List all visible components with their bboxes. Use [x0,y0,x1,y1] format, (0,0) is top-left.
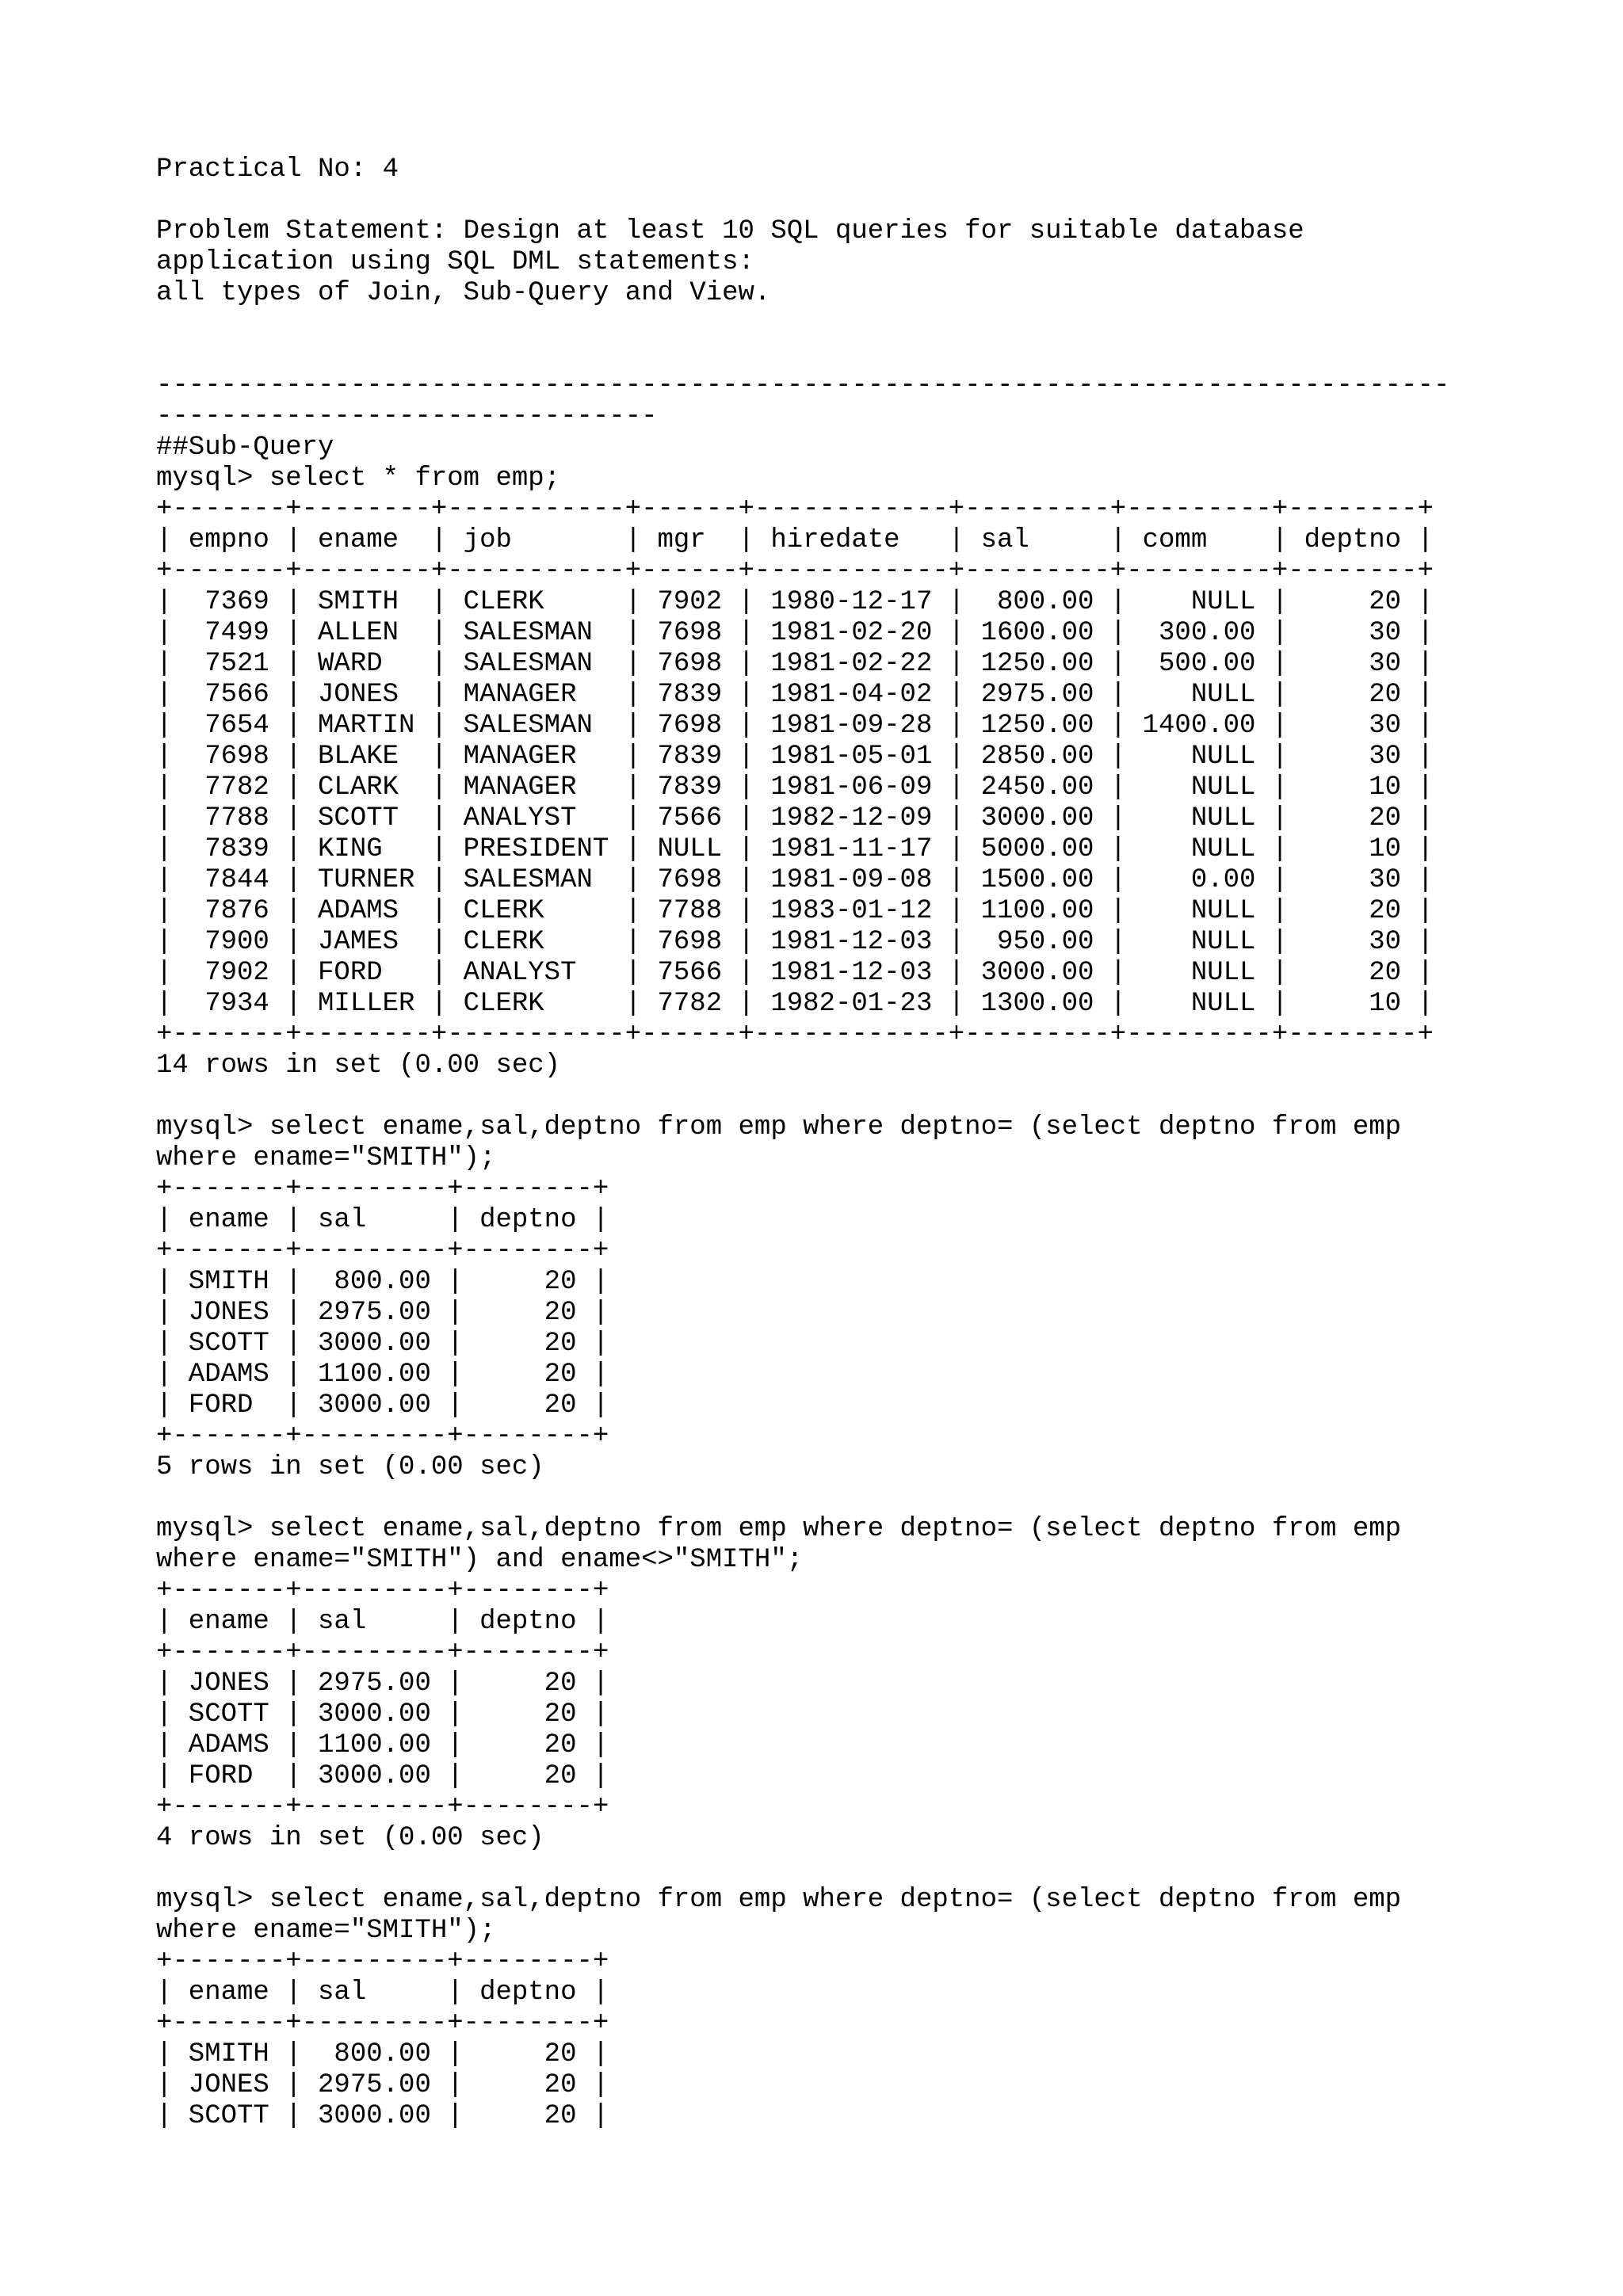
table-line: +-------+---------+--------+ [156,1638,609,1668]
table-line: | ename | sal | deptno | [156,1978,609,2008]
table-line: | 7876 | ADAMS | CLERK | 7788 | 1983-01-12 | 1100.00 | NULL | 20 | [156,896,1434,926]
section-heading: ##Sub-Query [156,433,334,463]
sql-command-line: mysql> select ename,sal,deptno from emp where deptno= (select deptno from emp [156,1514,1402,1544]
practical-title: Practical No: 4 [156,154,399,185]
table-line: | ADAMS | 1100.00 | 20 | [156,1360,609,1390]
table-line: | ename | sal | deptno | [156,1205,609,1235]
blank-line [156,1854,1598,1885]
text-line: where ename="SMITH") and ename<>"SMITH"; [156,1545,804,1575]
table-line: | 7566 | JONES | MANAGER | 7839 | 1981-04-02 | 2975.00 | NULL | 20 | [156,680,1434,710]
sql-command-line: mysql> select * from emp; [156,463,561,494]
text-line: application using SQL DML statements: [156,247,754,277]
result-summary-line: 5 rows in set (0.00 sec) [156,1452,544,1482]
problem-statement: Problem Statement: Design at least 10 SQL queries for suitable database [156,216,1304,246]
result-summary-line: 4 rows in set (0.00 sec) [156,1823,544,1853]
table-line: | FORD | 3000.00 | 20 | [156,1761,609,1791]
text-line: all types of Join, Sub-Query and View. [156,278,771,308]
separator-line: ------------------------------- [156,402,658,432]
table-line: | 7698 | BLAKE | MANAGER | 7839 | 1981-05-01 | 2850.00 | NULL | 30 | [156,742,1434,772]
table-line: | 7788 | SCOTT | ANALYST | 7566 | 1982-12-09 | 3000.00 | NULL | 20 | [156,803,1434,833]
table-line: +-------+---------+--------+ [156,1174,609,1204]
table-line: | JONES | 2975.00 | 20 | [156,2070,609,2100]
table-line: | JONES | 2975.00 | 20 | [156,1298,609,1328]
table-line: | 7369 | SMITH | CLERK | 7902 | 1980-12-17 | 800.00 | NULL | 20 | [156,587,1434,617]
table-line: | SCOTT | 3000.00 | 20 | [156,2101,609,2131]
table-line: | 7934 | MILLER | CLERK | 7782 | 1982-01-23 | 1300.00 | NULL | 10 | [156,989,1434,1019]
table-line: | SCOTT | 3000.00 | 20 | [156,1329,609,1359]
table-line: | 7499 | ALLEN | SALESMAN | 7698 | 1981-02-20 | 1600.00 | 300.00 | 30 | [156,618,1434,648]
blank-line [156,340,1598,371]
table-line: | JONES | 2975.00 | 20 | [156,1669,609,1699]
result-summary-line: 14 rows in set (0.00 sec) [156,1051,561,1081]
table-line: +-------+---------+--------+ [156,1236,609,1266]
document-page [156,154,1598,2132]
blank-line [156,1483,1598,1514]
table-line: +-------+---------+--------+ [156,2008,609,2039]
table-line: | SMITH | 800.00 | 20 | [156,2039,609,2069]
table-line: | 7844 | TURNER | SALESMAN | 7698 | 1981-09-08 | 1500.00 | 0.00 | 30 | [156,865,1434,895]
table-line: | SMITH | 800.00 | 20 | [156,1267,609,1297]
table-line: | 7654 | MARTIN | SALESMAN | 7698 | 1981-09-28 | 1250.00 | 1400.00 | 30 | [156,711,1434,741]
table-line: | 7900 | JAMES | CLERK | 7698 | 1981-12-03 | 950.00 | NULL | 30 | [156,927,1434,957]
table-line: | ename | sal | deptno | [156,1607,609,1637]
table-line: +-------+---------+--------+ [156,1947,609,1977]
table-line: | 7521 | WARD | SALESMAN | 7698 | 1981-02-22 | 1250.00 | 500.00 | 30 | [156,649,1434,679]
table-line: | 7782 | CLARK | MANAGER | 7839 | 1981-06-09 | 2450.00 | NULL | 10 | [156,772,1434,803]
table-line: | SCOTT | 3000.00 | 20 | [156,1699,609,1730]
table-line: | empno | ename | job | mgr | hiredate | sal | comm | deptno | [156,525,1434,555]
table-line: +-------+--------+-----------+------+------------+---------+---------+--------+ [156,1020,1434,1050]
sql-command-line: mysql> select ename,sal,deptno from emp where deptno= (select deptno from emp [156,1112,1402,1142]
blank-line [156,185,1598,216]
table-line: +-------+---------+--------+ [156,1576,609,1606]
table-line: | 7902 | FORD | ANALYST | 7566 | 1981-12-03 | 3000.00 | NULL | 20 | [156,958,1434,988]
text-line: where ename="SMITH"); [156,1916,496,1946]
separator-line: -------------------------------------------------------------------------------- [156,371,1450,401]
blank-line [156,309,1598,340]
sql-command-line: mysql> select ename,sal,deptno from emp where deptno= (select deptno from emp [156,1885,1402,1915]
blank-line [156,1081,1598,1112]
table-line: | ADAMS | 1100.00 | 20 | [156,1730,609,1760]
text-line: where ename="SMITH"); [156,1143,496,1173]
table-line: | 7839 | KING | PRESIDENT | NULL | 1981-11-17 | 5000.00 | NULL | 10 | [156,834,1434,864]
table-line: +-------+--------+-----------+------+------------+---------+---------+--------+ [156,494,1434,524]
table-line: | FORD | 3000.00 | 20 | [156,1390,609,1421]
table-line: +-------+---------+--------+ [156,1421,609,1451]
table-line: +-------+--------+-----------+------+------------+---------+---------+--------+ [156,556,1434,586]
table-line: +-------+---------+--------+ [156,1792,609,1822]
